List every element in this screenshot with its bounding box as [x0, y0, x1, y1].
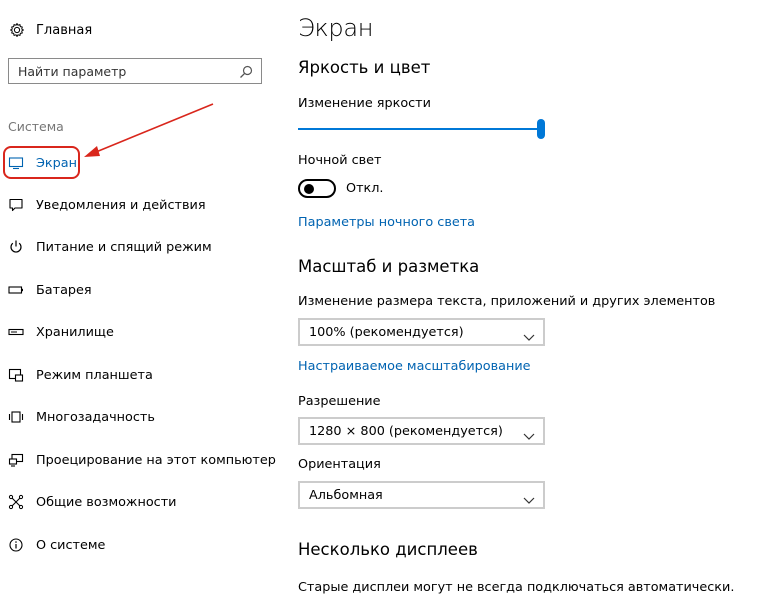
- night-light-settings-link[interactable]: Параметры ночного света: [298, 215, 476, 230]
- night-light-label: Ночной свет: [298, 153, 382, 168]
- night-light-state: Откл.: [346, 180, 384, 196]
- sidebar-item-label: Уведомления и действия: [36, 197, 206, 213]
- sidebar-item-shared-experiences[interactable]: [8, 491, 176, 513]
- info-icon: [8, 537, 24, 553]
- home-label: Главная: [36, 22, 93, 38]
- scale-dropdown[interactable]: [298, 318, 545, 346]
- resolution-value: 1280 × 800 (рекомендуется): [309, 423, 503, 439]
- displays-description: Старые дисплеи могут не всегда подключаться автоматически.: [298, 580, 735, 595]
- sidebar-item-battery[interactable]: [8, 279, 92, 301]
- search-icon[interactable]: [239, 64, 253, 78]
- battery-icon: [8, 282, 24, 298]
- orientation-dropdown[interactable]: [298, 481, 545, 509]
- sidebar-item-projection[interactable]: [8, 449, 276, 471]
- notification-icon: [8, 197, 24, 213]
- sidebar-item-label: Питание и спящий режим: [36, 239, 212, 255]
- custom-scaling-link[interactable]: Настраиваемое масштабирование: [298, 359, 531, 374]
- annotation-highlight-box: [3, 146, 80, 179]
- main-content: [298, 0, 780, 600]
- brightness-slider[interactable]: [298, 119, 546, 139]
- multitasking-icon: [8, 409, 24, 425]
- sidebar-item-power[interactable]: [8, 236, 212, 258]
- chevron-down-icon: [523, 426, 535, 436]
- night-light-toggle[interactable]: [298, 179, 336, 198]
- gear-icon: [8, 21, 26, 39]
- toggle-knob: [304, 184, 314, 194]
- section-title-brightness: Яркость и цвет: [298, 58, 431, 77]
- sidebar-item-label: Экран: [36, 155, 77, 171]
- chevron-down-icon: [523, 327, 535, 337]
- sidebar-item-storage[interactable]: [8, 321, 114, 343]
- search-input[interactable]: [18, 64, 228, 79]
- sidebar-item-tablet-mode[interactable]: [8, 364, 153, 386]
- section-title-scale: Масштаб и разметка: [298, 257, 480, 276]
- scale-value: 100% (рекомендуется): [309, 324, 464, 340]
- brightness-slider-track: [298, 128, 538, 130]
- sidebar-item-notifications[interactable]: [8, 194, 206, 216]
- sidebar-item-multitasking[interactable]: [8, 406, 155, 428]
- sidebar-item-label: Хранилище: [36, 324, 114, 340]
- scale-label: Изменение размера текста, приложений и других элементов: [298, 294, 716, 309]
- sidebar-item-label: Многозадачность: [36, 409, 155, 425]
- sidebar: [0, 0, 280, 600]
- group-title: Система: [8, 119, 64, 134]
- resolution-label: Разрешение: [298, 394, 381, 409]
- page-title: Экран: [298, 14, 374, 42]
- sidebar-item-label: О системе: [36, 537, 106, 553]
- sidebar-item-label: Батарея: [36, 282, 92, 298]
- orientation-value: Альбомная: [309, 487, 383, 503]
- resolution-dropdown[interactable]: [298, 417, 545, 445]
- sidebar-item-about[interactable]: [8, 534, 105, 556]
- night-light-row: [298, 177, 384, 199]
- chevron-down-icon: [523, 490, 535, 500]
- storage-icon: [8, 324, 24, 340]
- brightness-slider-label: Изменение яркости: [298, 96, 431, 111]
- brightness-slider-thumb[interactable]: [537, 119, 545, 139]
- orientation-label: Ориентация: [298, 457, 381, 472]
- search-box[interactable]: [8, 58, 262, 84]
- sidebar-item-label: Общие возможности: [36, 494, 177, 510]
- projection-icon: [8, 452, 24, 468]
- home-nav-item[interactable]: [8, 20, 92, 40]
- shared-experiences-icon: [8, 494, 24, 510]
- sidebar-item-label: Режим планшета: [36, 367, 153, 383]
- section-title-displays: Несколько дисплеев: [298, 540, 478, 559]
- sidebar-item-label: Проецирование на этот компьютер: [36, 452, 276, 468]
- tablet-mode-icon: [8, 367, 24, 383]
- power-icon: [8, 239, 24, 255]
